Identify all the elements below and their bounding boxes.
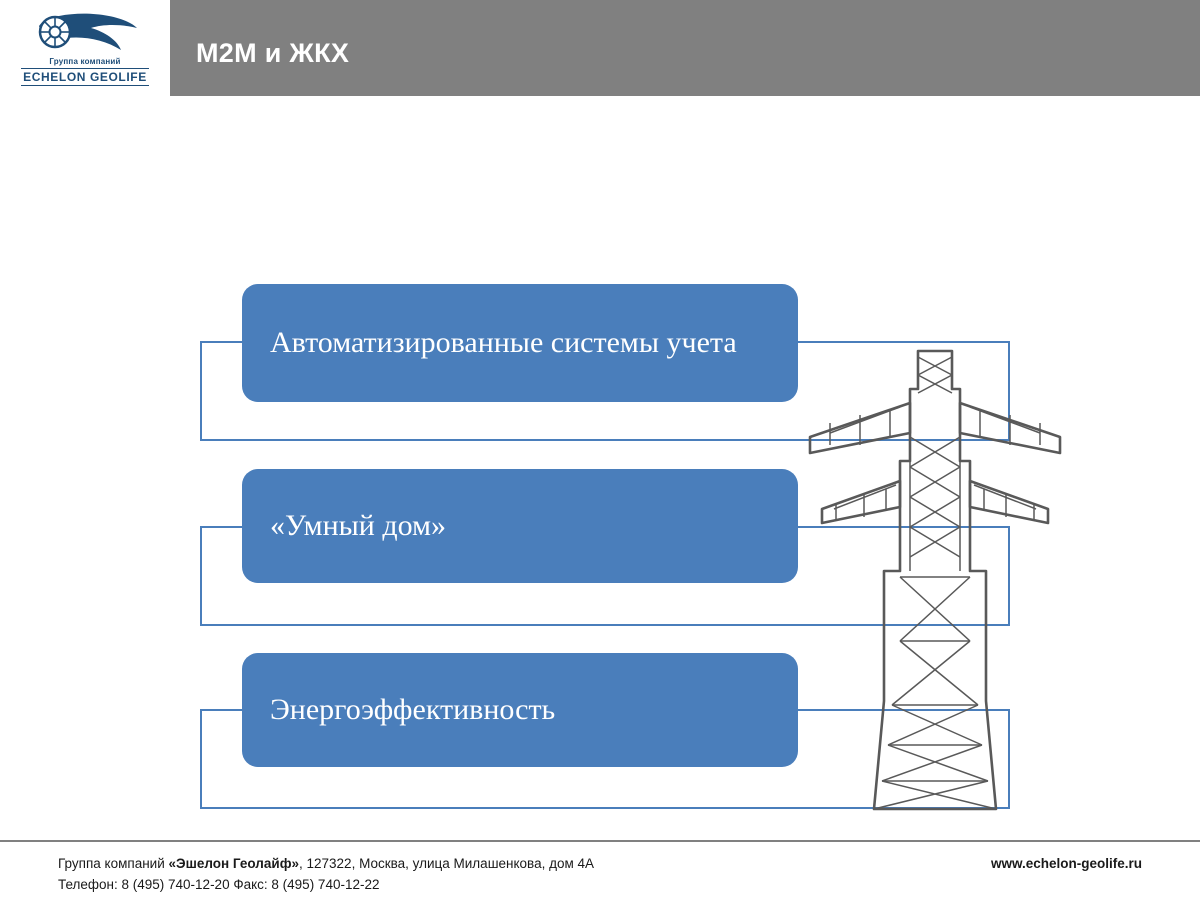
footer-contact-block: [58, 854, 594, 896]
diagram-item-2: «Умный дом»: [242, 469, 798, 583]
footer-company-name: «Эшелон Геолайф»: [168, 856, 300, 871]
company-logo: [0, 0, 170, 96]
logo-tagline: Группа компаний: [49, 57, 121, 66]
diagram-item-1: Автоматизированные системы учета: [242, 284, 798, 402]
footer-address-prefix: Группа компаний: [58, 856, 169, 871]
slide-header: [0, 0, 1200, 96]
page-title: M2M и ЖКХ: [196, 38, 350, 68]
power-transmission-tower-icon: [800, 341, 1070, 821]
slide-body: [0, 96, 1200, 840]
footer-phone-line: Телефон: 8 (495) 740-12-20 Факс: 8 (495) 740-12-22: [58, 876, 380, 892]
footer-address-line: [58, 854, 594, 875]
echelon-swirl-logo-icon: [25, 10, 145, 56]
footer-address-rest: , 127322, Москва, улица Милашенкова, дом 4А: [299, 856, 595, 871]
slide-footer: [0, 840, 1200, 902]
diagram-item-3: Энергоэффективность: [242, 653, 798, 767]
footer-website[interactable]: www.echelon-geolife.ru: [990, 856, 1142, 871]
logo-company-name: ECHELON GEOLIFE: [23, 70, 147, 84]
